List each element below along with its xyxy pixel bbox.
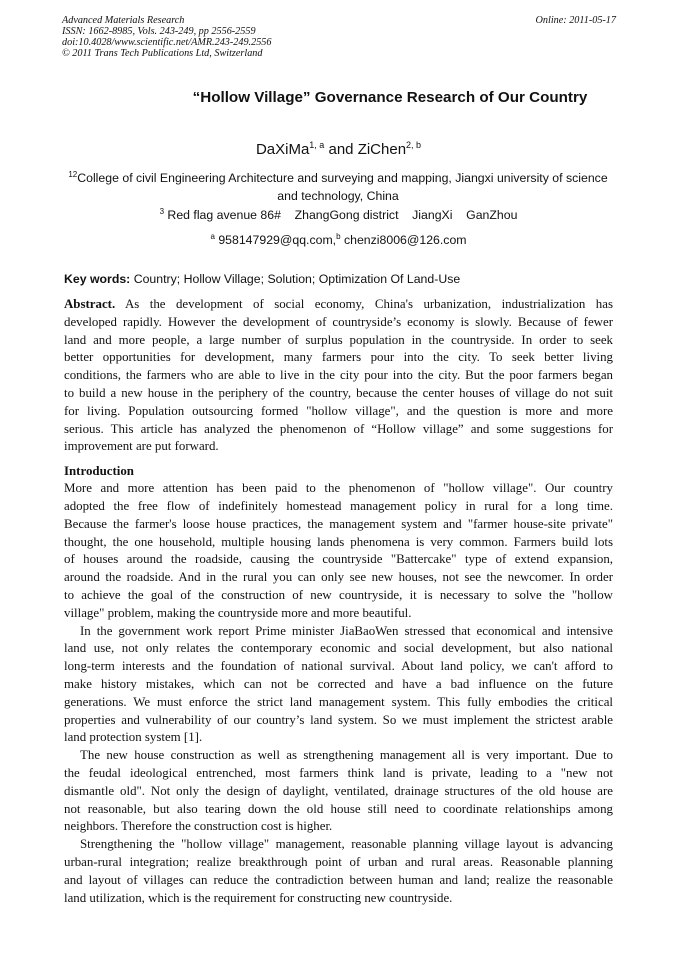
text-line: land use, not only relates the contemporary economic and social development, but also national	[64, 641, 613, 656]
emails	[64, 232, 613, 247]
issn: ISSN: 1662-8985, Vols. 243-249, pp 2556-2559	[62, 26, 256, 37]
text-line: thought, the one household, multiple housing lands phenomena is very common. Farmers build lots	[64, 534, 613, 549]
text-line: developed rapidly. However the development of countryside’s economy is slowly. Because of fewer	[64, 314, 613, 329]
text-line: to build a new house in the periphery of the country, because the center houses of village do not suit	[64, 385, 613, 400]
text-line: of houses around the roadside, causing the countryside "Battercake" type of extend expansion,	[64, 552, 613, 567]
text-line: for living. Population outsourcing formed "hollow village", and the question is more and more	[64, 403, 613, 418]
copyright: © 2011 Trans Tech Publications Ltd, Switzerland	[62, 48, 263, 59]
text-line: improvement are put forward.	[64, 439, 219, 454]
text-line: land utilization, which is the requirement for constructing new countryside.	[64, 890, 453, 905]
text-line: to achieve the goal of the construction of new countryside, it is necessary to solve the "hollow	[64, 587, 613, 602]
paper-body	[64, 296, 613, 907]
abstract-label: Abstract.	[64, 297, 116, 311]
email-link[interactable]: 958147929@qq.com,	[214, 233, 337, 248]
authors	[64, 140, 613, 158]
email-sup: b	[336, 232, 341, 241]
keywords-text: Country; Hollow Village; Solution; Optimization Of Land-Use	[130, 272, 461, 286]
text-line: the feudal ideological entrenched, most farmers think land is private, leading to a "new not	[64, 765, 613, 780]
text-line: dismantle old". Not only the design of daylight, ventilated, drainage structures of the old house are	[64, 783, 613, 798]
text-line: and layout of villages can reduce the contradiction between human and land; realize the reasonable	[64, 872, 613, 887]
affiliation-line: and technology, China	[277, 189, 399, 204]
text-line: adopted the free flow of indefinitely homestead management policy in rural for a long time.	[64, 498, 613, 513]
journal-header	[62, 15, 271, 59]
text-line: serious. This article has analyzed the phenomenon of “Hollow village” and some suggestions for	[64, 421, 613, 436]
text-line: not reasonable, but also tearing down the old house still need to coordinate relationships among	[64, 801, 613, 816]
abstract-text: As the development of social economy, China's urbanization, industrialization has	[115, 297, 613, 311]
doi: doi:10.4028/www.scientific.net/AMR.243-249.2556	[62, 37, 272, 48]
author-1-sup: 1, a	[309, 140, 325, 150]
text-line: conditions, the farmers who are able to live in the city pour into the city. But the poor farmers began	[64, 368, 613, 383]
abstract	[64, 296, 613, 456]
text-line: More and more attention has been paid to the phenomenon of "hollow village". Our country	[64, 481, 613, 496]
text-line: Strengthening the "hollow village" management, reasonable planning village layout is advancing	[80, 837, 613, 852]
address	[64, 207, 613, 222]
email-sup: a	[210, 232, 215, 241]
text-line: neighbors. Therefore the construction cost is higher.	[64, 819, 333, 834]
section-heading-introduction: Introduction	[64, 464, 134, 479]
text-line: better opportunities for development, many farmers pour into the city. To seek better living	[64, 350, 613, 365]
authors-and: and	[324, 141, 358, 158]
text-line: land protection system [1].	[64, 730, 203, 745]
keywords-label: Key words:	[64, 272, 131, 286]
paragraph	[64, 836, 613, 907]
online-date: Online: 2011-05-17	[535, 15, 616, 26]
paragraph	[64, 623, 613, 748]
text-line: land and more people, a large number of surplus population in the countryside. In order to seek	[64, 332, 613, 347]
text-line: The new house construction as well as strengthening management all is very important. Due to	[80, 748, 613, 763]
text-line: In the government work report Prime minister JiaBaoWen stressed that economical and intensive	[80, 623, 613, 638]
journal-name: Advanced Materials Research	[62, 15, 185, 26]
author-1: DaXiMa	[255, 141, 310, 158]
text-line: Because the farmer's loose house practices, the management system and "farmer house-site private"	[64, 516, 613, 531]
affiliation	[60, 166, 616, 205]
text-line: properties and vulnerability of our country’s land system. So we must implement the strictest arable	[64, 712, 613, 727]
text-line: make history mistakes, which can not be corrected and have a bad influence on the future	[64, 676, 613, 691]
author-2-sup: 2, b	[406, 140, 422, 150]
author-2: ZiChen	[357, 141, 407, 158]
paper-title: “Hollow Village” Governance Research of Our Country	[192, 89, 588, 106]
paragraph	[64, 747, 613, 836]
keywords	[64, 272, 460, 286]
address-sup: 3	[159, 207, 165, 216]
affiliation-line: College of civil Engineering Architecture and surveying and mapping, Jiangxi university of science	[77, 171, 608, 186]
text-line: generations. We must enforce the strict land management system. This fully embodies the critical	[64, 694, 613, 709]
text-line: urban-rural integration; realize breakthrough point of urban and rural areas. Reasonable planning	[64, 854, 613, 869]
affiliation-sup: 12	[68, 170, 78, 179]
text-line: village" problem, making the countryside more and more beautiful.	[64, 605, 412, 620]
text-line: around the roadside. And in the rural you can only see new houses, not see the newcomer. In order	[64, 570, 613, 585]
paragraph	[64, 480, 613, 622]
address-text: Red flag avenue 86# ZhangGong district JiangXi GanZhou	[164, 208, 518, 223]
text-line	[64, 296, 613, 314]
email-link[interactable]: chenzi8006@126.com	[340, 233, 467, 248]
text-line: long-term interests and the foundation of national survival. About land policy, we can't afford to	[64, 659, 613, 674]
